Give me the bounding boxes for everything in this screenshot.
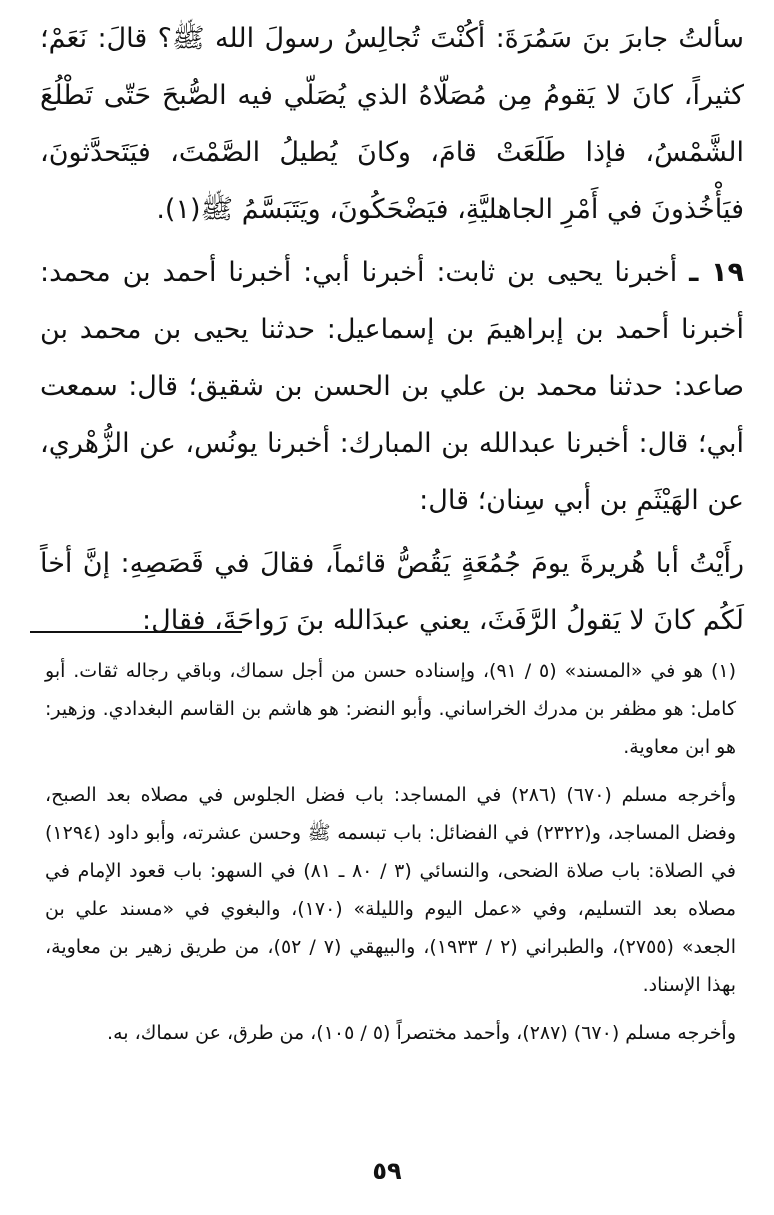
footnote-takhrij: وأخرجه مسلم (٦٧٠) (٢٨٦) في المساجد: باب فضل الجلوس في مصلاه بعد الصبح، وفضل المساجد، و(٢٣٢٢) في الفضائل: باب تبسمه ﷺ وحسن عشرته، وأبو داود (١٢٩٤) في الصلاة: باب صلاة الضحى، والنسائي (٣ / ٨٠ ـ ٨١) في السهو: باب قعود الإمام في مصلاه بعد التسليم، وفي «عمل اليوم والليلة» (١٧٠)، والبغوي في «مسند علي بن الجعد» (٢٧٥٥)، والطبراني (٢ / ١٩٣٣)، والبيهقي (٧ / ٥٢)، من طريق زهير بن معاوية، بهذا الإسناد.	[45, 784, 737, 996]
hadith-paragraph: سألتُ جابرَ بنَ سَمُرَةَ: أكُنْتَ تُجالِسُ رسولَ الله ﷺ؟ قالَ: نَعَمْ؛ كثيراً، كانَ لا يَقومُ مِن مُصَلّاهُ الذي يُصَلّي فيه الصُّبحَ حَتّى تَطْلُعَ الشَّمْسُ، فإذا طَلَعَتْ قامَ، وكانَ يُطيلُ الصَّمْتَ، فيَتَحدَّثونَ، فيَأْخُذونَ في أَمْرِ الجاهليَّةِ، فيَضْحَكُونَ، ويَتَبَسَّمُ ﷺ(١).	[40, 23, 744, 225]
narration-chain-text: أخبرنا يحيى بن ثابت: أخبرنا أبي: أخبرنا أحمد بن محمد: أخبرنا أحمد بن إبراهيمَ بن إسماعيل: حدثنا يحيى بن محمد بن صاعد: حدثنا محمد بن علي بن الحسن بن شقيق؛ قال: سمعت أبي؛ قال: أخبرنا عبدالله بن المبارك: أخبرنا يونُس، عن الزُّهْري، عن الهَيْثَمِ بن أبي سِنان؛ قال:	[40, 257, 744, 516]
main-text	[40, 10, 744, 655]
narration-chain-paragraph	[40, 244, 744, 529]
page-number: ٥٩	[372, 1157, 402, 1185]
footnote-takhrij-2: وأخرجه مسلم (٦٧٠) (٢٨٧)، وأحمد مختصراً (٥ / ١٠٥)، من طرق، عن سماك، به.	[107, 1022, 736, 1044]
narration-text-paragraph: رأَيْتُ أبا هُريرةَ يومَ جُمُعَةٍ يَقُصُّ قائماً، فقالَ في قَصَصِهِ: إنَّ أخاً لَكُم كانَ لا يَقولُ الرَّفَثَ، يعني عبدَالله بنَ رَواحَةَ، فقال:	[40, 548, 744, 636]
footnote-1: (١) هو في «المسند» (٥ / ٩١)، وإسناده حسن من أجل سماك، وباقي رجاله ثقات. أبو كامل: هو مظفر بن مدرك الخراساني. وأبو النضر: هو هاشم بن القاسم البغدادي. وزهير: هو ابن معاوية.	[45, 660, 737, 758]
footnote-separator	[30, 631, 242, 633]
hadith-number: ١٩ ـ	[689, 257, 744, 288]
footnotes	[45, 652, 736, 1062]
